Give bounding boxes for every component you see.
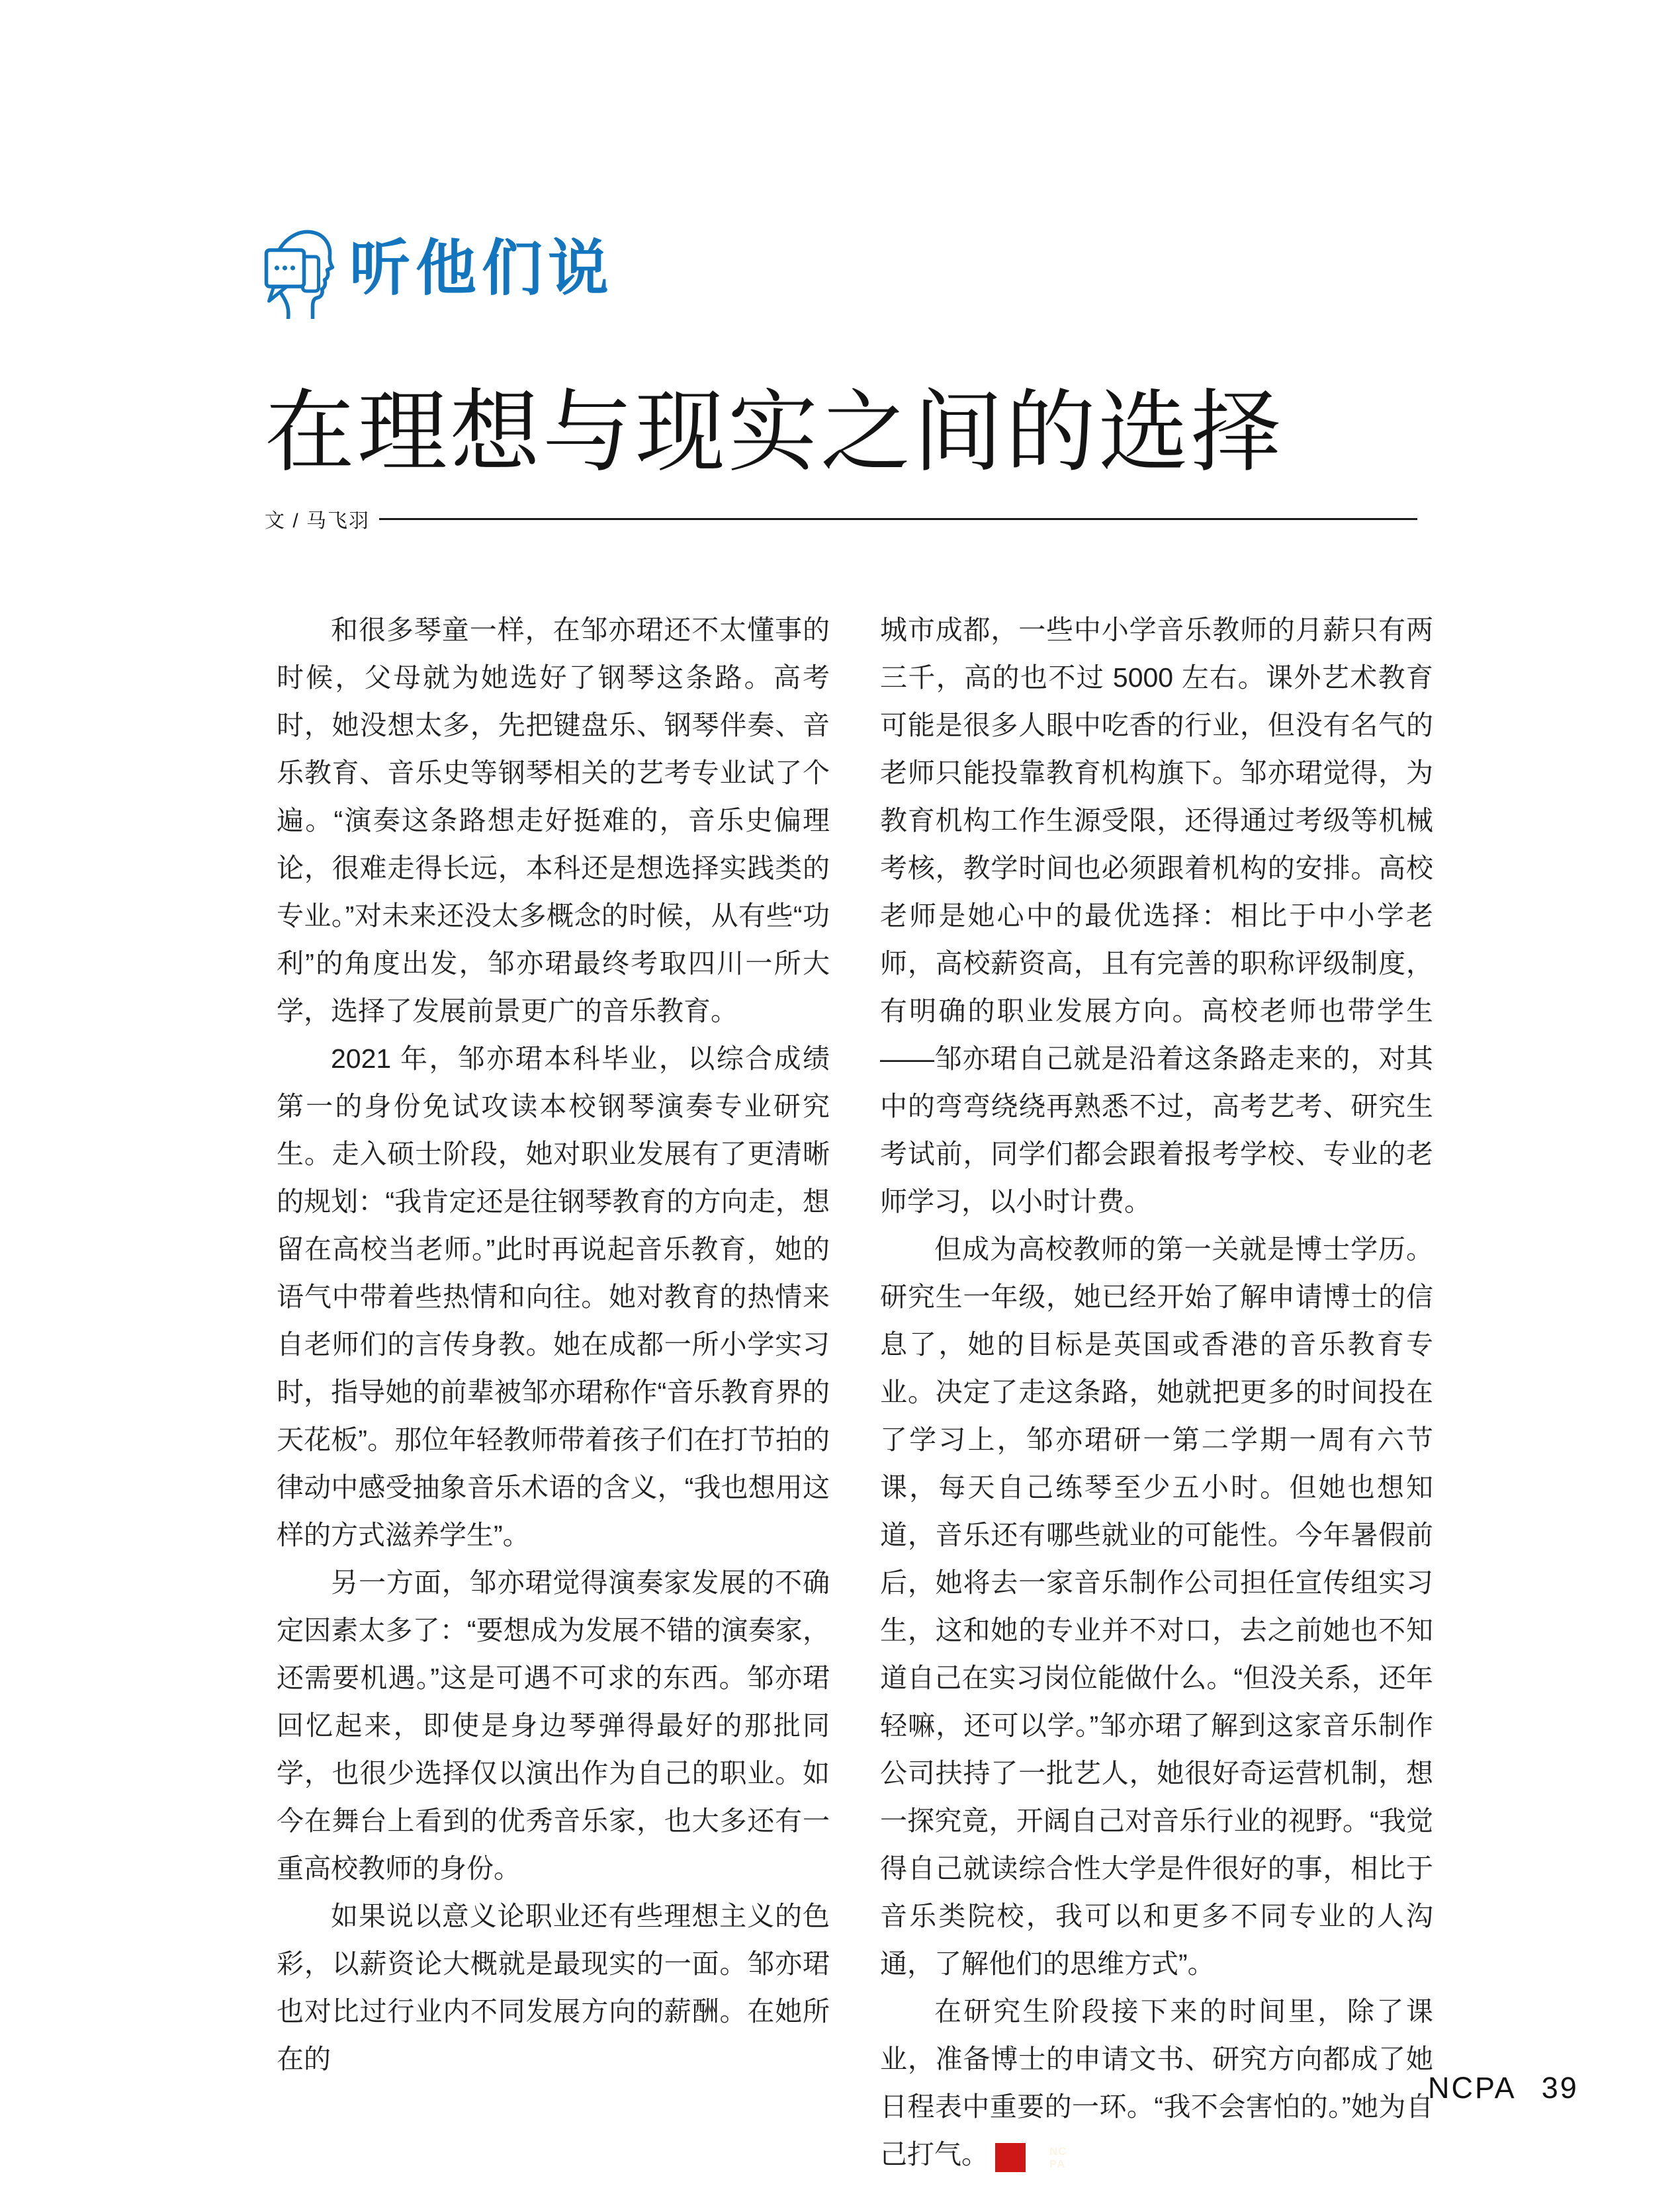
byline-text: 文 / 马飞羽 [265,510,371,532]
byline [265,504,1417,533]
speech-bubble [267,250,304,301]
section-header [263,226,614,319]
byline-rule [379,518,1417,520]
speech-head-icon [263,226,335,319]
footer-page-number: 39 [1541,2071,1579,2105]
seal-line1: NC [1049,2145,1067,2158]
paragraph: 在研究生阶段接下来的时间里，除了课业，准备博士的申请文书、研究方向都成了她日程表中重要的一环。“我不会害怕的。”她为自己打气。 NC PA [880,1988,1433,2178]
column-right [880,606,1433,2178]
paragraph: 城市成都，一些中小学音乐教师的月薪只有两三千，高的也不过 5000 左右。课外艺术教育可能是很多人眼中吃香的行业，但没有名气的老师只能投靠教育机构旗下。邹亦珺觉得，为教育机构工作生源受限，还得通过考级等机械考核，教学时间也必须跟着机构的安排。高校老师是她心中的最优选择：相比于中小学老师，高校薪资高，且有完善的职称评级制度，有明确的职业发展方向。高校老师也带学生——邹亦珺自己就是沿着这条路走来的，对其中的弯弯绕绕再熟悉不过，高考艺考、研究生考试前，同学们都会跟着报考学校、专业的老师学习，以小时计费。 [880,615,1433,1217]
paragraph: 如果说以意义论职业还有些理想主义的色彩，以薪资论大概就是最现实的一面。邹亦珺也对比过行业内不同发展方向的薪酬。在她所在的 [277,1901,830,2074]
ncpa-seal [995,2143,1067,2172]
column-left [277,606,830,2083]
section-label: 听他们说 [349,235,615,302]
footer-brand: NCPA [1428,2071,1517,2105]
article-title: 在理想与现实之间的选择 [265,380,1284,486]
paragraph: 和很多琴童一样，在邹亦珺还不太懂事的时候，父母就为她选好了钢琴这条路。高考时，她没想太多，先把键盘乐、钢琴伴奏、音乐教育、音乐史等钢琴相关的艺考专业试了个遍。“演奏这条路想走好挺难的，音乐史偏理论，很难走得长远，本科还是想选择实践类的专业。”对未来还没太多概念的时候，从有些“功利”的角度出发，邹亦珺最终考取四川一所大学，选择了发展前景更广的音乐教育。 [277,615,830,1026]
seal-line2: PA [1049,2158,1066,2170]
page-footer [1428,2071,1579,2105]
paragraph: 另一方面，邹亦珺觉得演奏家发展的不确定因素太多了：“要想成为发展不错的演奏家，还需要机遇。”这是可遇不可求的东西。邹亦珺回忆起来，即使是身边琴弹得最好的那批同学，也很少选择仅以演出作为自己的职业。如今在舞台上看到的优秀音乐家，也大多还有一重高校教师的身份。 [277,1567,830,1884]
paragraph: 但成为高校教师的第一关就是博士学历。研究生一年级，她已经开始了解申请博士的信息了，她的目标是英国或香港的音乐教育专业。决定了走这条路，她就把更多的时间投在了学习上，邹亦珺研一第二学期一周有六节课，每天自己练琴至少五小时。但她也想知道，音乐还有哪些就业的可能性。今年暑假前后，她将去一家音乐制作公司担任宣传组实习生，这和她的专业并不对口，去之前她也不知道自己在实习岗位能做什么。“但没关系，还年轻嘛，还可以学。”邹亦珺了解到这家音乐制作公司扶持了一批艺人，她很好奇运营机制，想一探究竟，开阔自己对音乐行业的视野。“我觉得自己就读综合性大学是件很好的事，相比于音乐类院校，我可以和更多不同专业的人沟通，了解他们的思维方式”。 [880,1234,1433,1979]
paragraph: 2021 年，邹亦珺本科毕业，以综合成绩第一的身份免试攻读本校钢琴演奏专业研究生。走入硕士阶段，她对职业发展有了更清晰的规划：“我肯定还是往钢琴教育的方向走，想留在高校当老师。”此时再说起音乐教育，她的语气中带着些热情和向往。她对教育的热情来自老师们的言传身教。她在成都一所小学实习时，指导她的前辈被邹亦珺称作“音乐教育界的天花板”。那位年轻教师带着孩子们在打节拍的律动中感受抽象音乐术语的含义，“我也想用这样的方式滋养学生”。 [277,1043,830,1550]
